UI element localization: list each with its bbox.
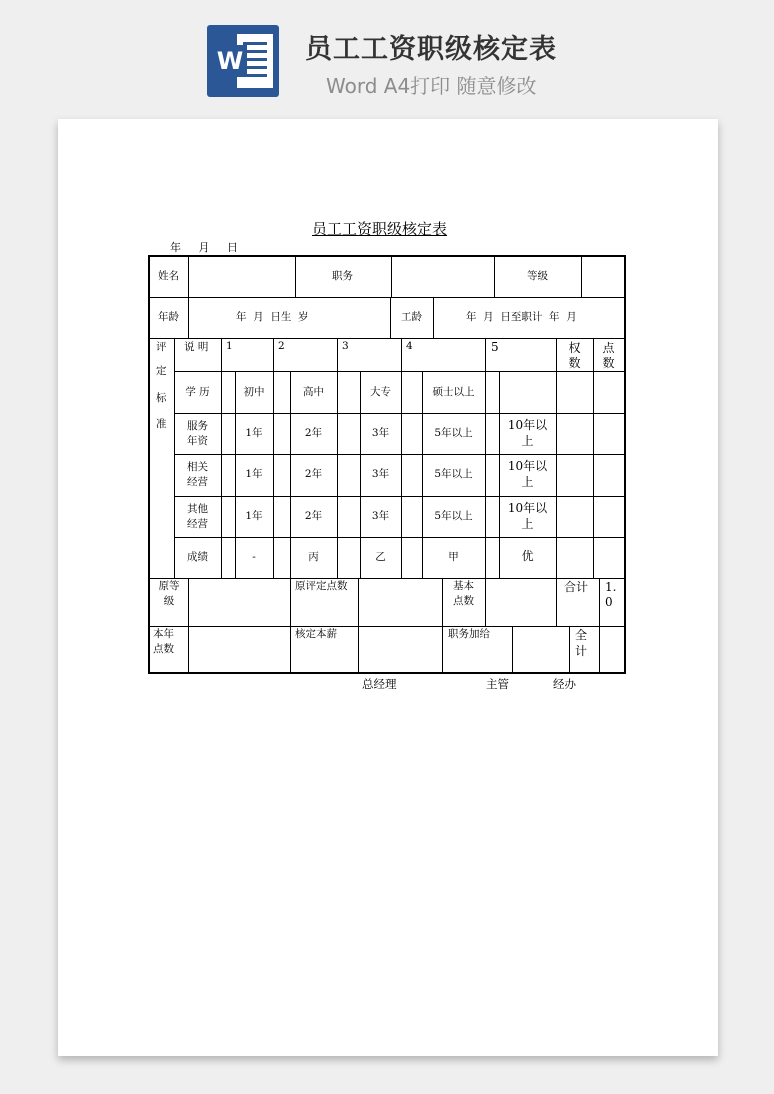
table-cell: 优 xyxy=(521,549,534,563)
table-cell: 上 xyxy=(521,434,534,448)
table-cell: 大专 xyxy=(370,386,391,398)
total-label: 合计 xyxy=(564,580,589,594)
table-cell: 3年 xyxy=(371,510,390,522)
table-cell: 5年以上 xyxy=(434,468,473,480)
table-cell: 1年 xyxy=(245,427,263,439)
original-grade-label: 级 xyxy=(163,595,175,607)
document-title: 员工工资职级核定表 xyxy=(312,220,448,238)
points-header: 点 xyxy=(602,341,615,355)
table-cell: 5年以上 xyxy=(434,510,473,522)
position-allowance-label: 职务加给 xyxy=(448,628,490,640)
word-icon: W xyxy=(207,25,279,97)
table-cell: - xyxy=(252,551,256,563)
level-header: 2 xyxy=(278,340,285,352)
grand-total-label: 计 xyxy=(575,644,588,658)
row-label: 相关 xyxy=(187,461,208,473)
criteria-char: 评 xyxy=(156,341,167,353)
banner-subtitle: Word A4打印 随意修改 xyxy=(326,74,537,98)
total-value: 0 xyxy=(605,595,613,609)
total-value: 1. xyxy=(605,580,617,594)
table-cell: 甲 xyxy=(448,551,459,563)
row-label: 经营 xyxy=(187,518,208,530)
row-label: 服务 xyxy=(187,420,208,432)
handler-signature: 经办 xyxy=(553,677,576,691)
weight-header: 权 xyxy=(568,341,581,355)
criteria-char: 准 xyxy=(156,418,167,430)
table-cell: 3年 xyxy=(371,427,390,439)
row-label: 其他 xyxy=(187,503,208,515)
seniority-label: 工龄 xyxy=(401,311,422,323)
table-cell: 2年 xyxy=(304,510,323,522)
supervisor-signature: 主管 xyxy=(486,677,509,691)
table-cell: 乙 xyxy=(375,551,386,563)
table-cell: 高中 xyxy=(303,386,324,398)
base-points-label: 点数 xyxy=(453,595,474,607)
base-salary-label: 核定本薪 xyxy=(295,628,337,640)
table-cell: 2年 xyxy=(304,427,323,439)
salary-grade-form xyxy=(148,255,626,674)
row-label: 经营 xyxy=(187,476,208,488)
weight-header: 数 xyxy=(568,356,581,370)
this-year-points-label: 点数 xyxy=(153,643,174,655)
table-cell: 10年以 xyxy=(507,418,548,432)
age-label: 年龄 xyxy=(158,311,179,323)
date-line: 年 月 日 xyxy=(170,241,238,254)
points-header: 数 xyxy=(602,356,615,370)
criteria-char: 定 xyxy=(156,365,167,377)
row-label: 学 历 xyxy=(185,386,210,398)
service-period-text: 年 月 日至职计 年 月 xyxy=(466,311,577,323)
level-header: 1 xyxy=(226,340,233,352)
table-cell: 硕士以上 xyxy=(432,386,475,398)
table-cell: 初中 xyxy=(243,386,265,398)
position-label: 职务 xyxy=(332,270,353,282)
table-cell: 2年 xyxy=(304,468,323,480)
table-cell: 1年 xyxy=(245,468,263,480)
table-cell: 丙 xyxy=(308,551,319,563)
table-cell: 上 xyxy=(521,475,534,489)
description-header: 说 明 xyxy=(184,341,209,353)
name-label: 姓名 xyxy=(158,270,179,282)
grand-total-label: 全 xyxy=(575,628,588,642)
banner-title: 员工工资职级核定表 xyxy=(305,34,557,65)
original-points-label: 原评定点数 xyxy=(295,580,348,592)
grade-label: 等级 xyxy=(527,270,548,282)
criteria-char: 标 xyxy=(156,392,167,404)
base-points-label: 基本 xyxy=(453,580,474,592)
level-header: 4 xyxy=(406,340,413,352)
level-header: 5 xyxy=(491,340,499,354)
birth-date-text: 年 月 日生 岁 xyxy=(236,311,309,323)
table-cell: 1年 xyxy=(245,510,263,522)
table-cell: 10年以 xyxy=(507,459,548,473)
table-cell: 10年以 xyxy=(507,501,548,515)
table-cell: 5年以上 xyxy=(434,427,473,439)
row-label: 成绩 xyxy=(187,551,208,563)
level-header: 3 xyxy=(342,340,349,352)
banner xyxy=(0,0,774,110)
this-year-points-label: 本年 xyxy=(153,628,174,640)
general-manager-signature: 总经理 xyxy=(362,677,397,691)
table-cell: 上 xyxy=(521,517,534,531)
table-cell: 3年 xyxy=(371,468,390,480)
original-grade-label: 原等 xyxy=(158,580,180,592)
row-label: 年资 xyxy=(187,435,208,447)
